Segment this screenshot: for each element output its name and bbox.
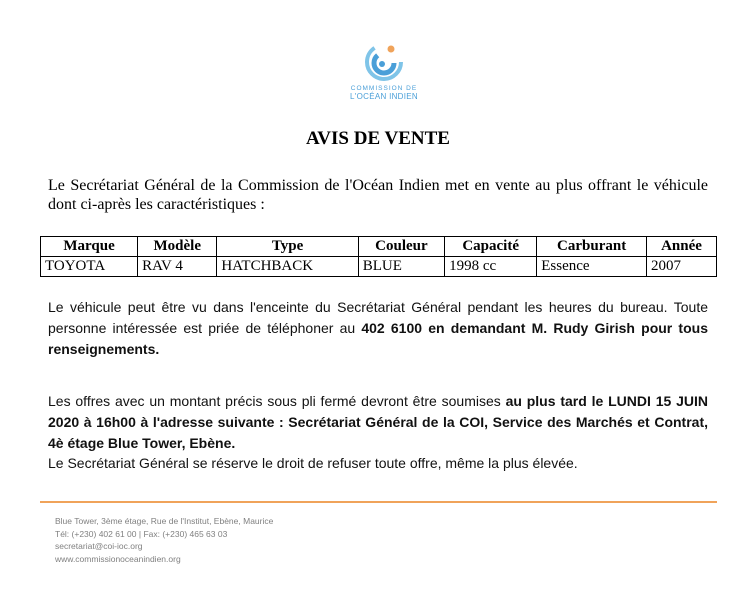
table-header-row <box>41 237 717 257</box>
viewing-text: Le véhicule peut être vu dans l'enceinte du Secrétariat Général pendant les heures du bureau. Toute personne intéressée est priée de téléphoner au <box>48 299 708 336</box>
header-couleur: Couleur <box>358 237 444 257</box>
cell-type: HATCHBACK <box>217 257 358 277</box>
page-title: AVIS DE VENTE <box>306 128 450 149</box>
header-carburant: Carburant <box>537 237 647 257</box>
offers-text: Les offres avec un montant précis sous pli fermé devront être soumises <box>48 393 506 409</box>
footer-email[interactable]: secretariat@coi-ioc.org <box>55 541 143 551</box>
footer-phone: Tél: (+230) 402 61 00 | Fax: (+230) 465 63 03 <box>55 528 228 539</box>
footer-divider <box>40 501 717 503</box>
cell-annee: 2007 <box>646 257 716 277</box>
reservation-paragraph: Le Secrétariat Général se réserve le droit de refuser toute offre, même la plus élevée. <box>48 455 578 471</box>
header-annee: Année <box>646 237 716 257</box>
footer <box>55 515 273 565</box>
footer-website[interactable]: www.commissionoceanindien.org <box>55 553 181 564</box>
intro-paragraph: Le Secrétariat Général de la Commission de l'Océan Indien met en vente au plus offrant le véhicule dont ci-après les caractéristiques : <box>48 177 708 213</box>
header-modele: Modèle <box>138 237 217 257</box>
cell-marque: TOYOTA <box>41 257 138 277</box>
cell-carburant: Essence <box>537 257 647 277</box>
coi-logo-icon <box>362 40 406 84</box>
logo-text-line2: L'OCÉAN INDIEN <box>350 92 418 101</box>
table-row <box>41 257 717 277</box>
viewing-paragraph <box>48 297 708 360</box>
vehicle-table <box>40 236 717 277</box>
contact-info: 402 6100 en demandant M. Rudy Girish pour tous renseignements. <box>48 320 708 357</box>
footer-address: Blue Tower, 3ème étage, Rue de l'Institut, Ebène, Maurice <box>55 516 274 526</box>
header-type: Type <box>217 237 358 257</box>
header-marque: Marque <box>41 237 138 257</box>
cell-modele: RAV 4 <box>138 257 217 277</box>
coi-logo <box>344 40 424 101</box>
header-capacite: Capacité <box>445 237 537 257</box>
cell-capacite: 1998 cc <box>445 257 537 277</box>
logo-text-line1: COMMISSION DE <box>350 85 418 92</box>
cell-couleur: BLUE <box>358 257 444 277</box>
deadline-address: au plus tard le LUNDI 15 JUIN 2020 à 16h00 à l'adresse suivante : Secrétariat Général de la COI, Service des Marchés et Contrat, 4è étage Blue Tower, Ebène. <box>48 393 708 451</box>
offers-paragraph <box>48 391 708 454</box>
